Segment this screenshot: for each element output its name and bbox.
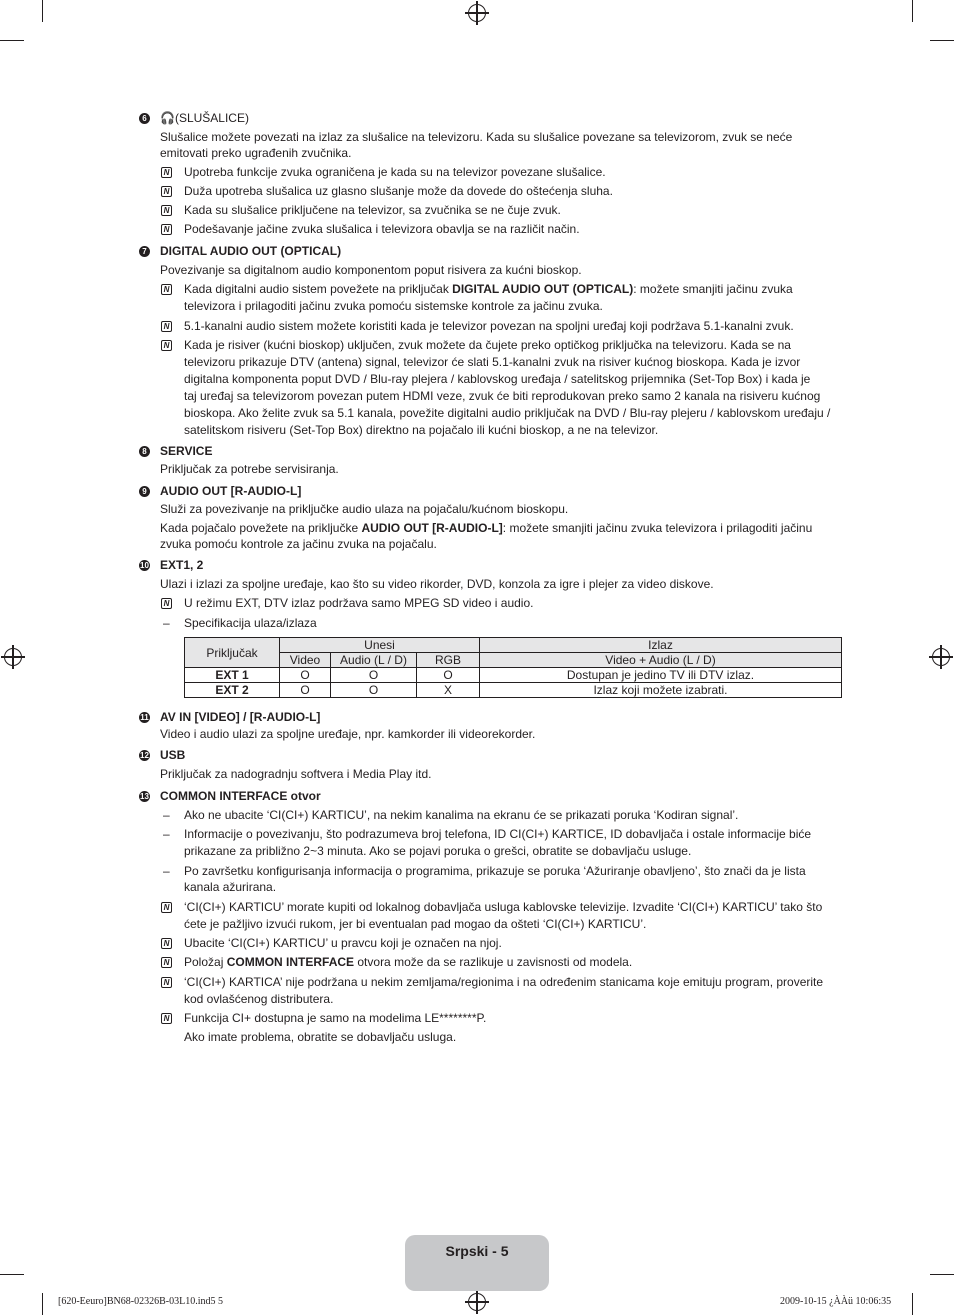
- body-text: Video i audio ulazi za spoljne uređaje, npr. kamkorder ili videorekorder.: [160, 727, 536, 741]
- dash-text: Informacije o povezivanju, što podrazumeva broj telefona, ID CI(CI+) KARTICE, ID dobavljača i ostale informacije biće: [184, 827, 812, 841]
- section-number: 11: [140, 713, 149, 722]
- section-title: COMMON INTERFACE otvor: [160, 789, 321, 803]
- dash-text: Po završetku konfigurisanja informacija o programima, prikazuje se poruka ‘Ažuriranje obavljeno’, što znači da je lista: [184, 864, 806, 878]
- note-icon: N: [161, 284, 172, 295]
- note-text: kod ovlašćenog distributera.: [184, 992, 334, 1006]
- dash-text: kanala ažurirana.: [184, 880, 277, 894]
- body-text: Priključak za nadogradnju softvera i Media Play itd.: [160, 767, 432, 781]
- registration-mark-icon: [468, 1293, 486, 1311]
- dash-text: prikazane za približno 2~3 minuta. Ako se pojavi poruka o grešci, obratite se dobavljaču usluge.: [184, 844, 692, 858]
- table-row: [185, 683, 842, 698]
- dash-bullet: –: [163, 616, 170, 630]
- note-icon: N: [161, 902, 172, 913]
- section-number: 8: [139, 446, 150, 457]
- note-text: 5.1-kanalni audio sistem možete koristiti kada je televizor povezan na spoljni uređaj koji podržava 5.1-kanalni zvuk.: [184, 319, 794, 333]
- table-cell: X: [417, 683, 480, 698]
- crop-mark: [930, 1274, 954, 1275]
- note-icon: N: [161, 598, 172, 609]
- table-header: Video + Audio (L / D): [480, 653, 842, 668]
- crop-mark: [912, 0, 913, 22]
- note-text: televizoru prikazuje DTV (antena) signal, televizor će slati 5.1-kanalni zvuk na risiver kućnog bioskopa. Kada je izvor: [184, 355, 801, 369]
- crop-mark: [42, 0, 43, 22]
- note-text: satelitskom risiveru (Set-Top Box) direktno na pojačalo ili kućni bioskop, a ne na televizor.: [184, 423, 659, 437]
- note-text: Upotreba funkcije zvuka ograničena je kada su na televizor povezane slušalice.: [184, 165, 606, 179]
- dash-text: Ako ne ubacite ‘CI(CI+) KARTICU’, na nekim kanalima na ekranu će se prikazati poruka ‘Kodiran signal’.: [184, 808, 739, 822]
- note-text: ‘CI(CI+) KARTICA’ nije podržana u nekim zemljama/regionima i na određenim stanicama koje emituju program, proverite: [184, 975, 824, 989]
- body-text: emitovati preko ugrađenih zvučnika.: [160, 146, 352, 160]
- note-icon: N: [161, 186, 172, 197]
- table-cell: O: [331, 683, 417, 698]
- section-title: SERVICE: [160, 444, 213, 458]
- note-text: digitalna komponenta poput DVD / Blu-ray plejera / kablovskog uređaja / satelitskog prijemnika (Set-Top Box) i kada je: [184, 372, 811, 386]
- note-text: bioskopa. Ako želite zvuk sa 5.1 kanala, povežite digitalni audio priključak na DVD / Blu-ray plejeru / kablovskom uređaju /: [184, 406, 831, 420]
- note-text: ‘CI(CI+) KARTICU’ morate kupiti od lokalnog dobavljača usluga kablovske televizije. Izvadite ‘CI(CI+) KARTICU’ tako što: [184, 900, 823, 914]
- note-text: Funkcija CI+ dostupna je samo na modelima LE********P.: [184, 1011, 487, 1025]
- note-text: taj uređaj sa televizorom povezan putem HDMI veze, zvuk će biti reprodukovan preko samo 2 kanala na risiveru kućnog: [184, 389, 821, 403]
- note-text: ćete je pažljivo izvući rukom, jer bi eventualan pad mogao da ošteti ‘CI(CI+) KARTICU’.: [184, 917, 647, 931]
- registration-mark-icon: [932, 648, 950, 666]
- note-text: Kada digitalni audio sistem povežete na priključak DIGITAL AUDIO OUT (OPTICAL): možete smanjiti jačinu zvuka: [184, 282, 793, 296]
- headphone-icon: 🎧: [160, 111, 175, 125]
- note-icon: N: [161, 205, 172, 216]
- table-row: [185, 668, 842, 683]
- print-date: 2009-10-15 ¿ÀÀü 10:06:35: [780, 1296, 892, 1307]
- table-header: Video: [280, 653, 331, 668]
- section-title: DIGITAL AUDIO OUT (OPTICAL): [160, 244, 342, 258]
- section-number: 9: [139, 486, 150, 497]
- table-cell: O: [417, 668, 480, 683]
- body-text: Kada pojačalo povežete na priključke AUDIO OUT [R-AUDIO-L]: možete smanjiti jačinu zvuka televizora i prilagoditi jačinu: [160, 521, 813, 535]
- spec-table: [184, 637, 842, 698]
- section-title: AV IN [VIDEO] / [R-AUDIO-L]: [160, 710, 321, 724]
- note-icon: N: [161, 977, 172, 988]
- body-text: Priključak za potrebe servisiranja.: [160, 462, 339, 476]
- table-header: Priključak: [185, 638, 280, 668]
- crop-mark: [42, 1293, 43, 1315]
- table-cell: Dostupan je jedino TV ili DTV izlaz.: [480, 668, 842, 683]
- note-icon: N: [161, 321, 172, 332]
- note-icon: N: [161, 224, 172, 235]
- section-number: 6: [139, 113, 150, 124]
- table-cell: O: [280, 683, 331, 698]
- section-title: EXT1, 2: [160, 558, 204, 572]
- table-header: Izlaz: [480, 638, 842, 653]
- body-text: Povezivanje sa digitalnom audio komponentom poput risivera za kućni bioskop.: [160, 263, 582, 277]
- note-text: U režimu EXT, DTV izlaz podržava samo MPEG SD video i audio.: [184, 596, 534, 610]
- note-text: Kada su slušalice priključene na televizor, sa zvučnika se ne čuje zvuk.: [184, 203, 561, 217]
- section-number: 7: [139, 246, 150, 257]
- note-icon: N: [161, 340, 172, 351]
- note-text: Kada je risiver (kućni bioskop) uključen, zvuk možete da čujete preko optičkog priključka na televizoru. Kada se na: [184, 338, 791, 352]
- crop-mark: [0, 1274, 24, 1275]
- table-header: Unesi: [280, 638, 480, 653]
- note-text: televizora i prilagoditi jačinu zvuka pomoću sistemske kontrole za jačinu zvuka.: [184, 299, 603, 313]
- note-icon: N: [161, 167, 172, 178]
- section-number: 12: [140, 751, 149, 760]
- registration-mark-icon: [468, 4, 486, 22]
- body-text: Ulazi i izlazi za spoljne uređaje, kao što su video rikorder, DVD, konzola za igre i plejer za video diskove.: [160, 577, 714, 591]
- note-text: Ubacite ‘CI(CI+) KARTICU’ u pravcu koji je označen na njoj.: [184, 936, 502, 950]
- section-number: 10: [140, 561, 149, 570]
- table-cell: EXT 1: [185, 668, 280, 683]
- note-icon: N: [161, 938, 172, 949]
- table-cell: O: [280, 668, 331, 683]
- dash-bullet: –: [163, 827, 170, 841]
- file-info: [620-Eeuro]BN68-02326B-03L10.ind5 5: [58, 1296, 223, 1307]
- note-icon: N: [161, 957, 172, 968]
- dash-bullet: –: [163, 808, 170, 822]
- table-cell: EXT 2: [185, 683, 280, 698]
- crop-mark: [0, 40, 24, 41]
- note-icon: N: [161, 1013, 172, 1024]
- table-header: RGB: [417, 653, 480, 668]
- section-title: 🎧(SLUŠALICE): [160, 111, 249, 125]
- crop-mark: [912, 1293, 913, 1315]
- body-text: zvuka pomoću kontrole za jačinu zvuka na pojačalu.: [160, 537, 437, 551]
- page-number: Srpski - 5: [445, 1243, 509, 1259]
- section-number: 13: [140, 792, 149, 801]
- note-text: Položaj COMMON INTERFACE otvora može da se razlikuje u zavisnosti od modela.: [184, 955, 633, 969]
- table-cell: Izlaz koji možete izabrati.: [480, 683, 842, 698]
- body-text: Služi za povezivanje na priključke audio ulaza na pojačalu/kućnom bioskopu.: [160, 502, 569, 516]
- note-text: Podešavanje jačine zvuka slušalica i televizora obavlja se na različit način.: [184, 222, 580, 236]
- body-text: Slušalice možete povezati na izlaz za slušalice na televizoru. Kada su slušalice povezane sa televizorom, zvuk se neće: [160, 130, 793, 144]
- table-cell: O: [331, 668, 417, 683]
- section-title: AUDIO OUT [R-AUDIO-L]: [160, 484, 302, 498]
- note-text: Duža upotreba slušalica uz glasno slušanje može da dovede do oštećenja sluha.: [184, 184, 613, 198]
- section-title: USB: [160, 748, 186, 762]
- crop-mark: [930, 40, 954, 41]
- table-header: Audio (L / D): [331, 653, 417, 668]
- note-text: Ako imate problema, obratite se dobavljaču usluga.: [184, 1030, 457, 1044]
- dash-text: Specifikacija ulaza/izlaza: [184, 616, 317, 630]
- dash-bullet: –: [163, 864, 170, 878]
- registration-mark-icon: [4, 648, 22, 666]
